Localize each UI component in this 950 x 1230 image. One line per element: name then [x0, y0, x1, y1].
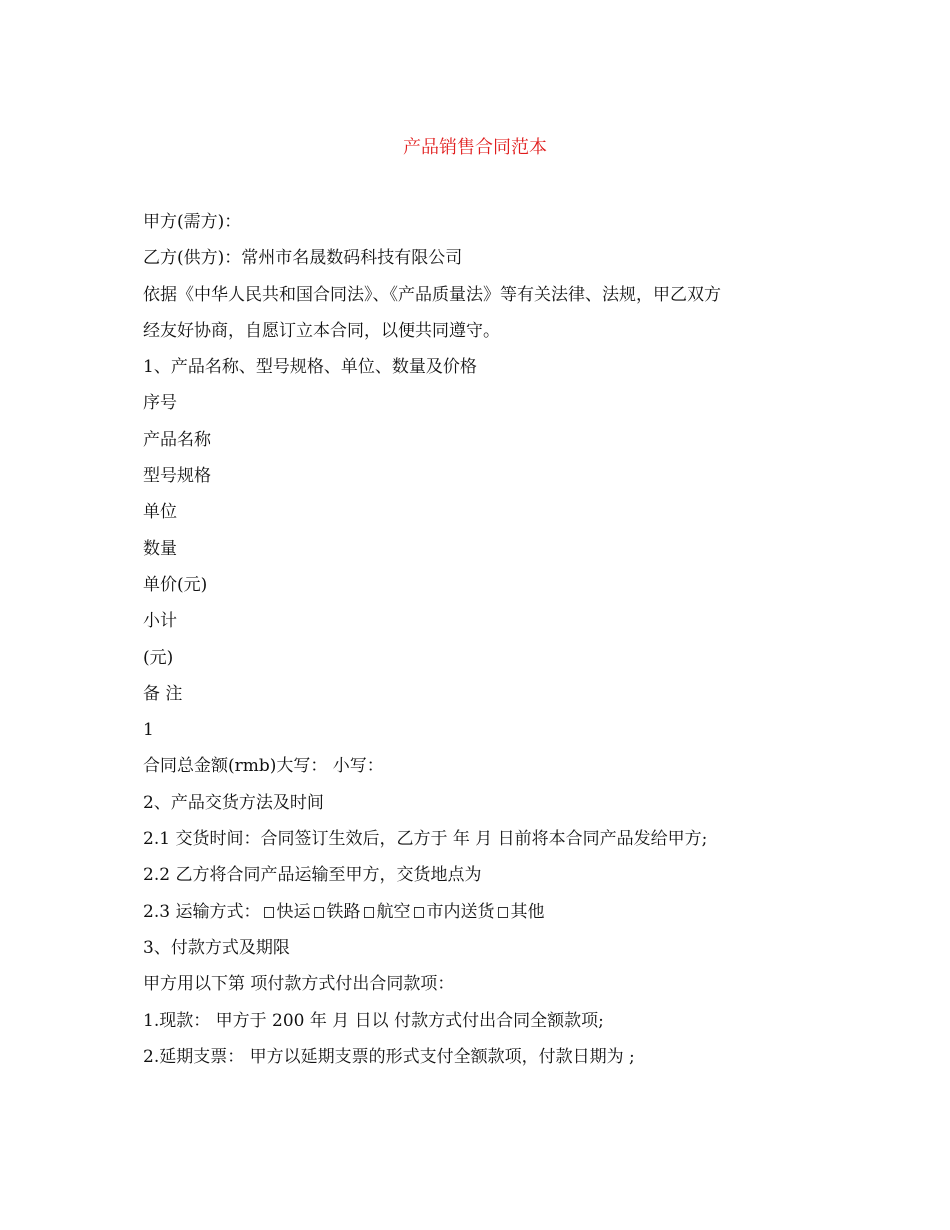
- table-header-unit: 单位: [143, 502, 177, 523]
- payment-check-line: 2.延期支票： 甲方以延期支票的形式支付全额款项，付款日期为 ;: [143, 1046, 635, 1067]
- document-body: [143, 204, 823, 1075]
- table-header-model: 型号规格: [143, 466, 211, 487]
- transport-option-railway: 铁路: [326, 901, 361, 922]
- transport-option-local-delivery: 市内送货: [426, 901, 495, 922]
- section-2-heading: 2、产品交货方法及时间: [143, 792, 324, 813]
- party-b-line: 乙方(供方)：常州市名晟数码科技有限公司: [143, 248, 463, 269]
- checkbox-other[interactable]: [498, 907, 508, 918]
- transport-option-other: 其他: [510, 901, 545, 922]
- table-header-quantity: 数量: [143, 538, 177, 559]
- checkbox-express[interactable]: [264, 907, 274, 918]
- section-3-heading: 3、付款方式及期限: [143, 937, 290, 958]
- payment-choice-line: 甲方用以下第 项付款方式付出合同款项：: [143, 974, 455, 995]
- transport-prefix: 2.3 运输方式：: [143, 901, 261, 922]
- document-title: 产品销售合同范本: [403, 137, 547, 158]
- checkbox-air[interactable]: [364, 907, 374, 918]
- table-header-subtotal-unit: (元): [143, 647, 174, 668]
- total-amount-line: 合同总金额(rmb)大写： 小写：: [143, 756, 384, 777]
- delivery-time-line: 2.1 交货时间：合同签订生效后，乙方于 年 月 日前将本合同产品发给甲方;: [143, 829, 708, 850]
- transport-option-express: 快运: [276, 901, 311, 922]
- table-header-index: 序号: [143, 393, 177, 414]
- table-row-index: 1: [143, 720, 154, 741]
- transport-method-line: [143, 894, 823, 930]
- table-header-subtotal: 小计: [143, 611, 177, 632]
- checkbox-local-delivery[interactable]: [414, 907, 424, 918]
- table-header-unit-price: 单价(元): [143, 574, 208, 595]
- table-header-product-name: 产品名称: [143, 429, 211, 450]
- transport-option-air: 航空: [376, 901, 411, 922]
- payment-cash-line: 1.现款： 甲方于 200 年 月 日以 付款方式付出合同全额款项;: [143, 1010, 604, 1031]
- delivery-place-line: 2.2 乙方将合同产品运输至甲方，交货地点为: [143, 865, 482, 886]
- party-a-line: 甲方(需方)：: [143, 212, 242, 232]
- checkbox-railway[interactable]: [314, 907, 324, 918]
- table-header-remarks: 备 注: [143, 683, 183, 704]
- section-1-heading: 1、产品名称、型号规格、单位、数量及价格: [143, 357, 477, 378]
- preamble-line-2: 经友好协商，自愿订立本合同，以便共同遵守。: [143, 320, 500, 341]
- preamble-line-1: 依据《中华人民共和国合同法》、《产品质量法》等有关法律、法规，甲乙双方: [143, 284, 721, 305]
